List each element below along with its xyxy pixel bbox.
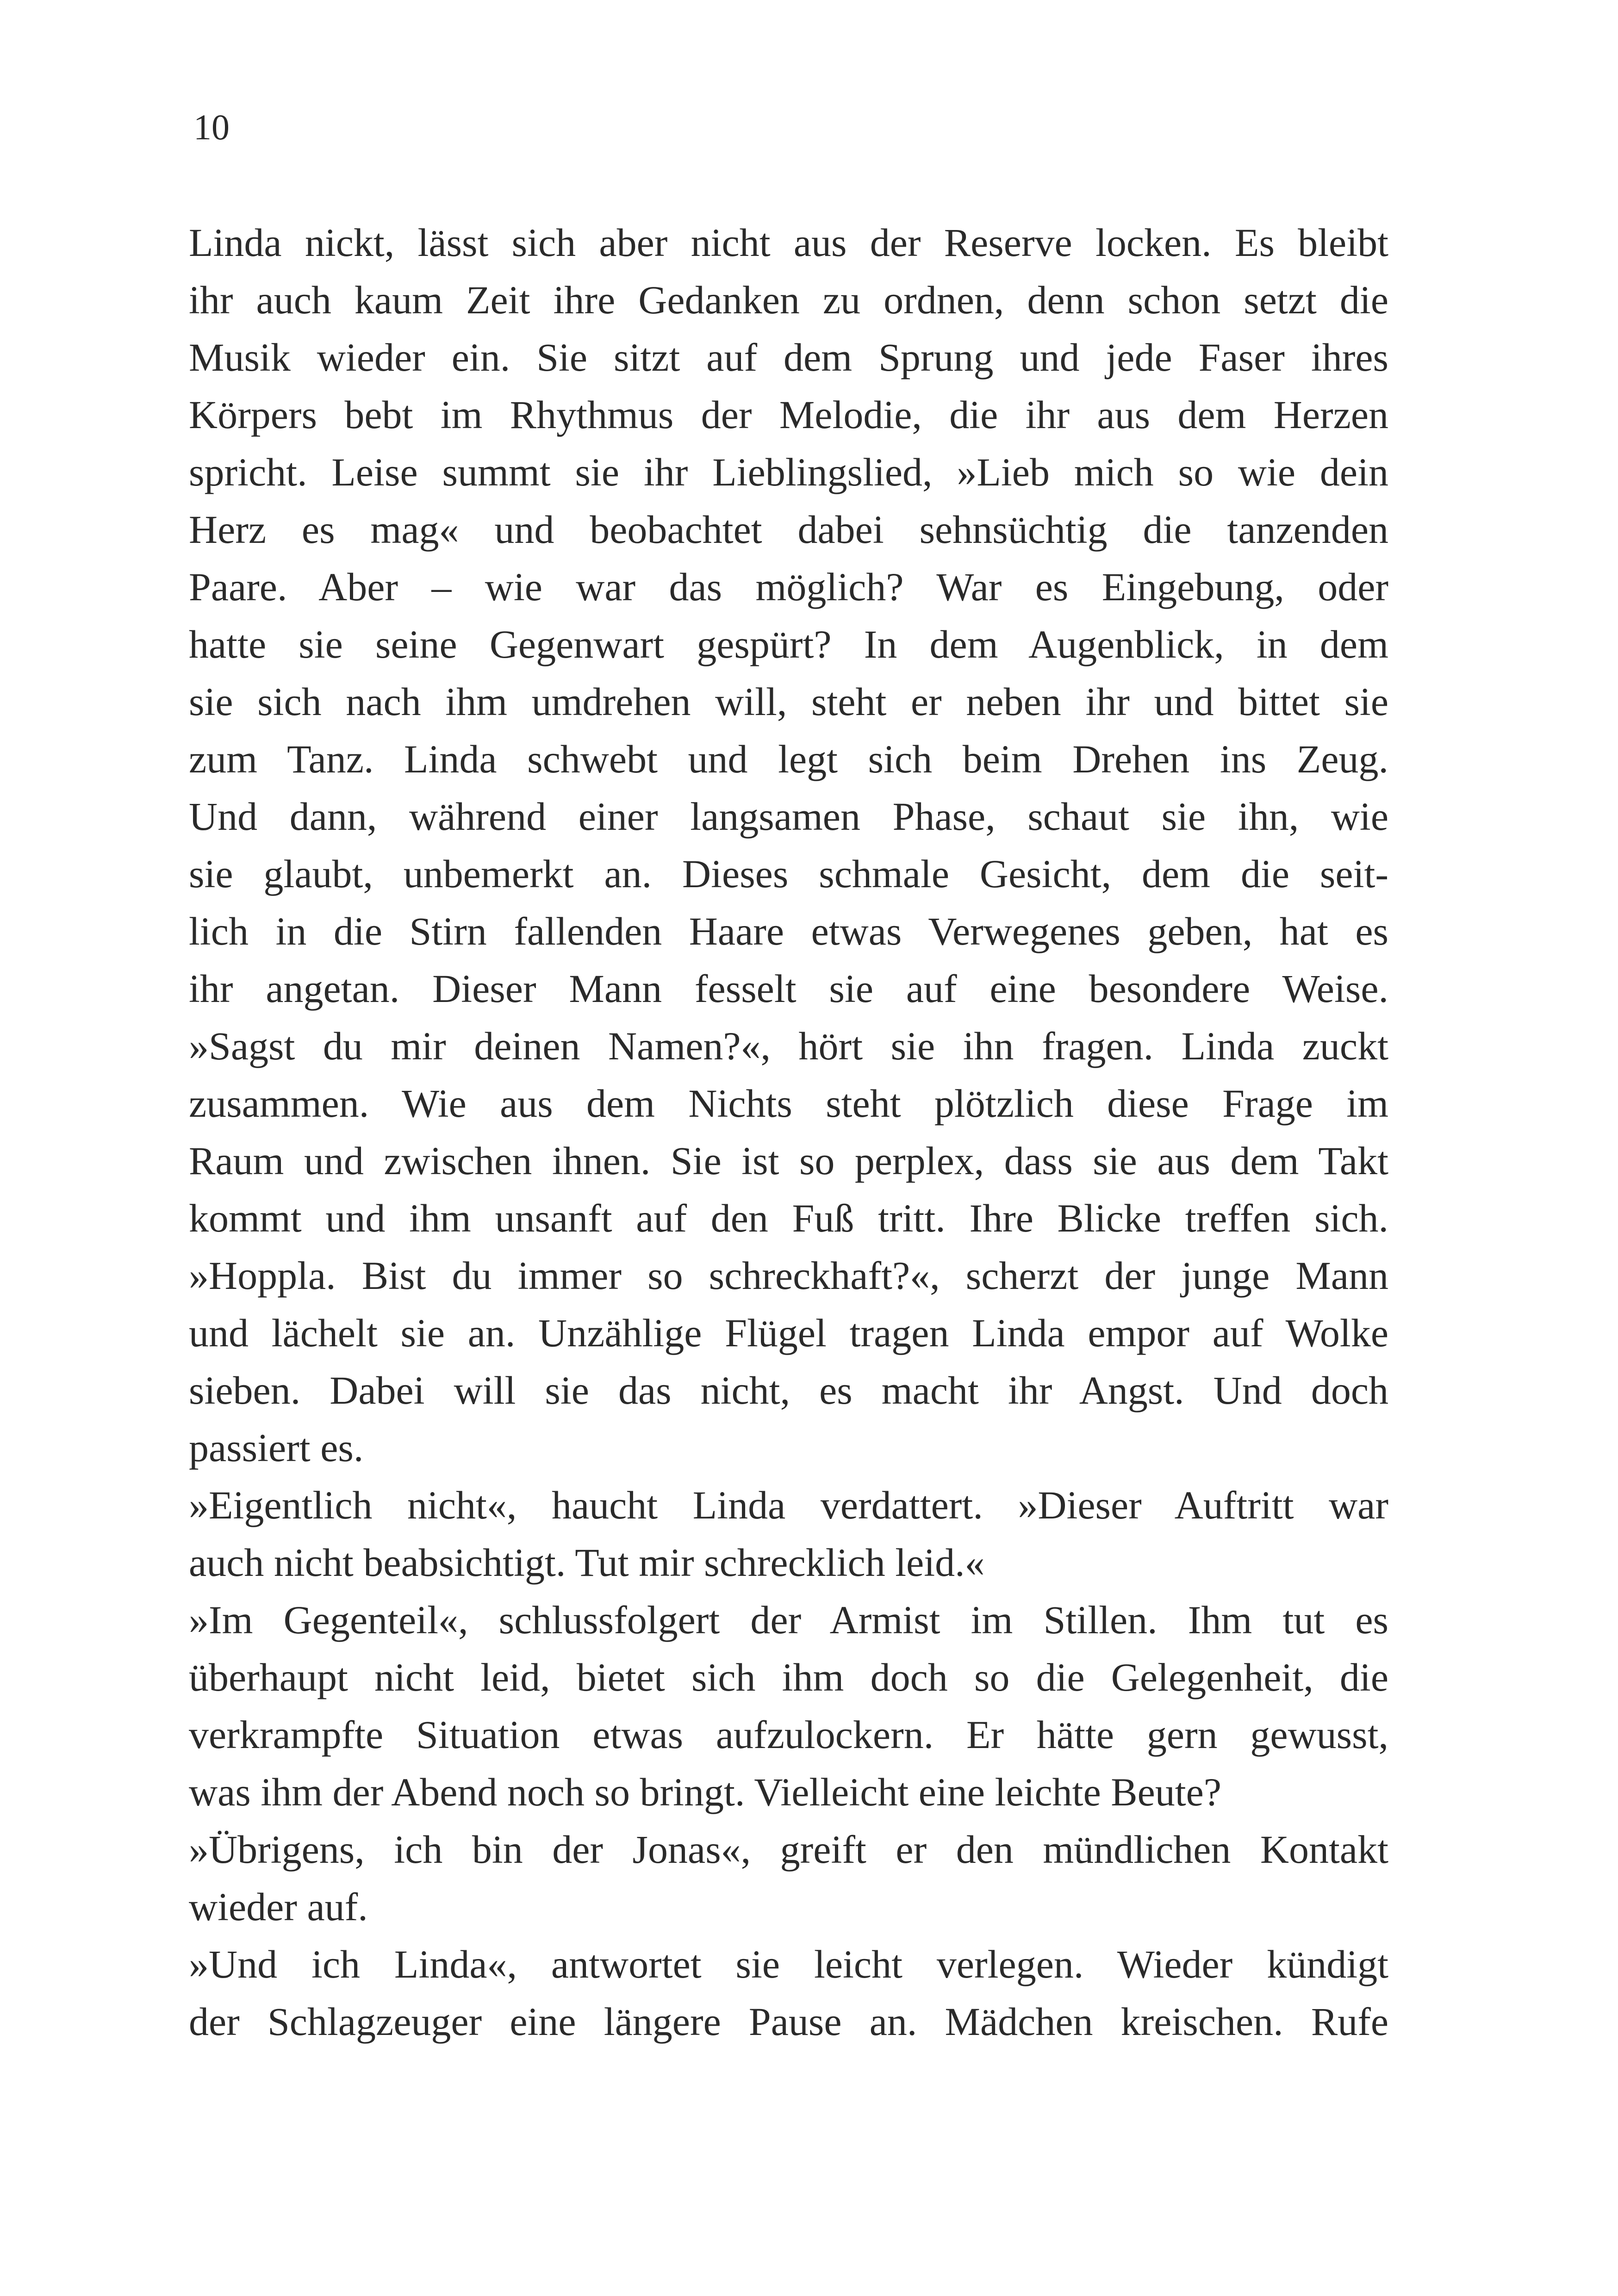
text-line: Herz es mag« und beobachtet dabei sehnsüchtig die tanzenden bbox=[189, 507, 1388, 552]
text-line: ihr auch kaum Zeit ihre Gedanken zu ordnen, denn schon setzt die bbox=[189, 278, 1388, 322]
text-line: was ihm der Abend noch so bringt. Vielleicht eine leichte Beute? bbox=[189, 1770, 1222, 1814]
text-line: kommt und ihm unsanft auf den Fuß tritt. Ihre Blicke treffen sich. bbox=[189, 1196, 1388, 1240]
text-line: und lächelt sie an. Unzählige Flügel tragen Linda empor auf Wolke bbox=[189, 1311, 1388, 1355]
text-line: »Übrigens, ich bin der Jonas«, greift er den mündlichen Kontakt bbox=[189, 1827, 1388, 1872]
text-line: Körpers bebt im Rhythmus der Melodie, die ihr aus dem Herzen bbox=[189, 392, 1388, 437]
text-line: der Schlagzeuger eine längere Pause an. Mädchen kreischen. Rufe bbox=[189, 1999, 1388, 2044]
page-number: 10 bbox=[193, 107, 230, 147]
text-line: passiert es. bbox=[189, 1425, 364, 1470]
text-line: Raum und zwischen ihnen. Sie ist so perplex, dass sie aus dem Takt bbox=[189, 1139, 1388, 1183]
text-line: sieben. Dabei will sie das nicht, es macht ihr Angst. Und doch bbox=[189, 1368, 1388, 1412]
text-line: lich in die Stirn fallenden Haare etwas Verwegenes geben, hat es bbox=[189, 909, 1388, 953]
text-line: sie glaubt, unbemerkt an. Dieses schmale Gesicht, dem die seit- bbox=[189, 852, 1388, 896]
text-line: zusammen. Wie aus dem Nichts steht plötzlich diese Frage im bbox=[189, 1081, 1388, 1126]
text-line: Linda nickt, lässt sich aber nicht aus der Reserve locken. Es bleibt bbox=[189, 220, 1388, 265]
text-line: »Und ich Linda«, antwortet sie leicht verlegen. Wieder kündigt bbox=[189, 1942, 1388, 1986]
text-line: Paare. Aber – wie war das möglich? War es Eingebung, oder bbox=[189, 565, 1388, 609]
text-line: sie sich nach ihm umdrehen will, steht er neben ihr und bittet sie bbox=[189, 679, 1388, 724]
body-text bbox=[189, 214, 1388, 2050]
text-line: überhaupt nicht leid, bietet sich ihm doch so die Gelegenheit, die bbox=[189, 1655, 1388, 1699]
text-line: »Eigentlich nicht«, haucht Linda verdattert. »Dieser Auftritt war bbox=[189, 1483, 1388, 1527]
text-line: »Hoppla. Bist du immer so schreckhaft?«, scherzt der junge Mann bbox=[189, 1253, 1388, 1298]
text-line: »Sagst du mir deinen Namen?«, hört sie ihn fragen. Linda zuckt bbox=[189, 1024, 1388, 1068]
text-line: verkrampfte Situation etwas aufzulockern. Er hätte gern gewusst, bbox=[189, 1712, 1388, 1757]
text-line: »Im Gegenteil«, schlussfolgert der Armist im Stillen. Ihm tut es bbox=[189, 1598, 1388, 1642]
text-line: spricht. Leise summt sie ihr Lieblingslied, »Lieb mich so wie dein bbox=[189, 450, 1388, 494]
text-line: auch nicht beabsichtigt. Tut mir schrecklich leid.« bbox=[189, 1540, 985, 1585]
text-line: hatte sie seine Gegenwart gespürt? In dem Augenblick, in dem bbox=[189, 622, 1388, 666]
text-line: wieder auf. bbox=[189, 1885, 368, 1929]
text-line: Und dann, während einer langsamen Phase, schaut sie ihn, wie bbox=[189, 794, 1388, 839]
text-line: zum Tanz. Linda schwebt und legt sich beim Drehen ins Zeug. bbox=[189, 737, 1388, 781]
text-line: Musik wieder ein. Sie sitzt auf dem Sprung und jede Faser ihres bbox=[189, 335, 1388, 380]
text-line: ihr angetan. Dieser Mann fesselt sie auf eine besondere Weise. bbox=[189, 966, 1388, 1011]
